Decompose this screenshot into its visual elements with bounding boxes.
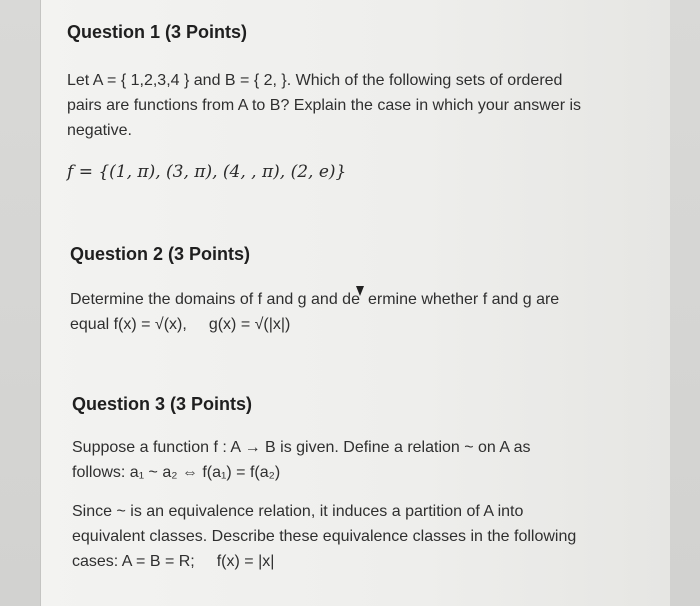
set-f-formula: f = {(1, π), (3, π), (4, , π), (2, e)} — [67, 162, 347, 182]
cases-a-b-r: cases: A = B = R; — [72, 553, 195, 570]
question-2-body — [70, 287, 559, 337]
question-3-line-2: follows: a₁ ~ a₂ ⇔ f(a₁) = f(a₂) — [72, 464, 281, 481]
question-3-body — [72, 435, 531, 485]
question-2-line-1-end: ermine whether f and g are — [367, 291, 560, 308]
question-1-line-3: negative. — [67, 122, 132, 139]
question-2-line-1-start: Determine the domains of f and g and de — [70, 291, 360, 308]
question-2-title: Question 2 (3 Points) — [70, 244, 251, 264]
document-page — [40, 0, 670, 606]
question-2-line-2 — [70, 312, 559, 337]
function-abs-x: f(x) = |x| — [216, 553, 275, 570]
question-1-title: Question 1 (3 Points) — [67, 22, 248, 42]
function-g-definition: g(x) = √(|x|) — [208, 316, 291, 333]
question-1-line-1: Let A = { 1,2,3,4 } and B = { 2, }. Which of the following sets of ordered — [67, 72, 563, 89]
question-3-para2-line-3 — [72, 549, 576, 574]
question-3-line-1: Suppose a function f : A → B is given. Define a relation ~ on A as — [72, 439, 531, 456]
question-3-para2-line-2: equivalent classes. Describe these equivalence classes in the following — [72, 528, 577, 545]
question-2 — [70, 244, 250, 265]
question-3-para2-line-1: Since ~ is an equivalence relation, it induces a partition of A into — [72, 503, 524, 520]
question-1 — [67, 22, 247, 43]
question-3-title: Question 3 (3 Points) — [72, 394, 253, 414]
function-f-definition: equal f(x) = √(x), — [70, 316, 187, 333]
question-3 — [72, 394, 252, 415]
question-1-formula — [67, 162, 346, 182]
question-2-line-1 — [70, 287, 559, 312]
question-3-paragraph-2 — [72, 499, 576, 574]
mouse-cursor-icon — [356, 286, 364, 296]
question-1-body — [67, 68, 581, 143]
question-1-line-2: pairs are functions from A to B? Explain the case in which your answer is — [67, 97, 582, 114]
